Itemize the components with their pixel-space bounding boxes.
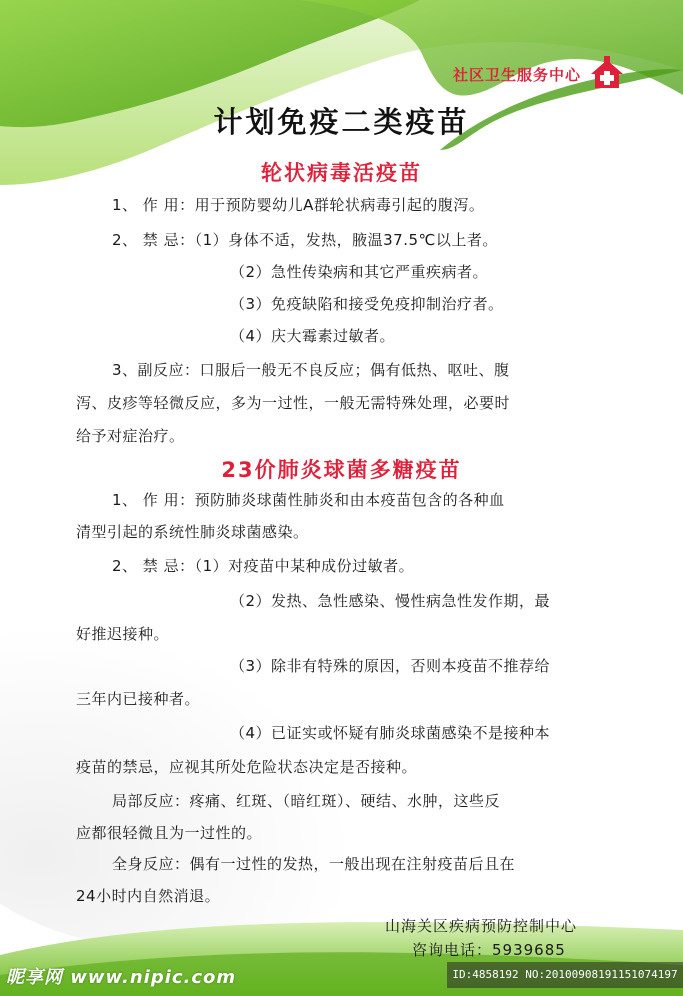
pneumo-line-6: （3）除非有特殊的原因，否则本疫苗不推荐给: [230, 657, 551, 675]
rotavirus-line-1: 1、 作 用：用于预防婴幼儿A群轮状病毒引起的腹泻。: [112, 196, 485, 214]
pneumo-line-13: 24小时内自然消退。: [76, 887, 221, 905]
pneumo-line-3: 2、 禁 忌：（1）对疫苗中某种成份过敏者。: [112, 557, 415, 575]
rotavirus-line-2: 2、 禁 忌：（1）身体不适，发热，腋温37.5℃以上者。: [112, 231, 498, 249]
pneumo-line-2: 清型引起的系统性肺炎球菌感染。: [76, 523, 309, 541]
rotavirus-line-8: 给予对症治疗。: [76, 427, 185, 445]
cdc-name: 山海关区疾病预防控制中心: [385, 917, 578, 935]
section-title-rotavirus: 轮状病毒活疫苗: [261, 161, 422, 185]
pneumo-line-1: 1、 作 用：预防肺炎球菌性肺炎和由本疫苗包含的各种血: [112, 491, 505, 509]
pneumo-line-9: 疫苗的禁忌，应视其所处危险状态决定是否接种。: [76, 758, 418, 776]
rotavirus-line-7: 泻、皮疹等轻微反应，多为一过性，一般无需特殊处理，必要时: [76, 394, 511, 412]
page-title: 计划免疫二类疫苗: [213, 105, 470, 139]
community-health-center-name: 社区卫生服务中心: [452, 66, 581, 84]
consult-phone: 咨询电话：5939685: [412, 941, 566, 959]
rotavirus-line-5: （4）庆大霉素过敏者。: [230, 327, 396, 345]
pneumo-line-12: 全身反应：偶有一过性的发热，一般出现在注射疫苗后且在: [112, 855, 516, 873]
medical-house-icon: [587, 54, 627, 94]
pneumo-line-8: （4）已证实或怀疑有肺炎球菌感染不是接种本: [230, 724, 551, 742]
pneumo-line-5: 好推迟接种。: [76, 625, 170, 643]
pneumo-line-11: 应都很轻微且为一过性的。: [76, 824, 263, 842]
pneumo-line-4: （2）发热、急性感染、慢性病急性发作期，最: [230, 592, 551, 610]
pneumo-line-10: 局部反应：疼痛、红斑、（暗红斑）、硬结、水肿，这些反: [112, 792, 501, 810]
rotavirus-line-3: （2）急性传染病和其它严重疾病者。: [230, 263, 489, 281]
rotavirus-line-6: 3、副反应：口服后一般无不良反应；偶有低热、呕吐、腹: [112, 361, 510, 379]
section-title-pneumococcal: 23价肺炎球菌多糖疫苗: [221, 458, 462, 482]
site-watermark: 昵享网 www.nipic.com: [6, 967, 237, 988]
pneumo-line-7: 三年内已接种者。: [76, 690, 201, 708]
rotavirus-line-4: （3）免疫缺陷和接受免疫抑制治疗者。: [230, 295, 504, 313]
image-id-watermark: ID:4858192 NO:20100908191151074197: [447, 962, 683, 988]
